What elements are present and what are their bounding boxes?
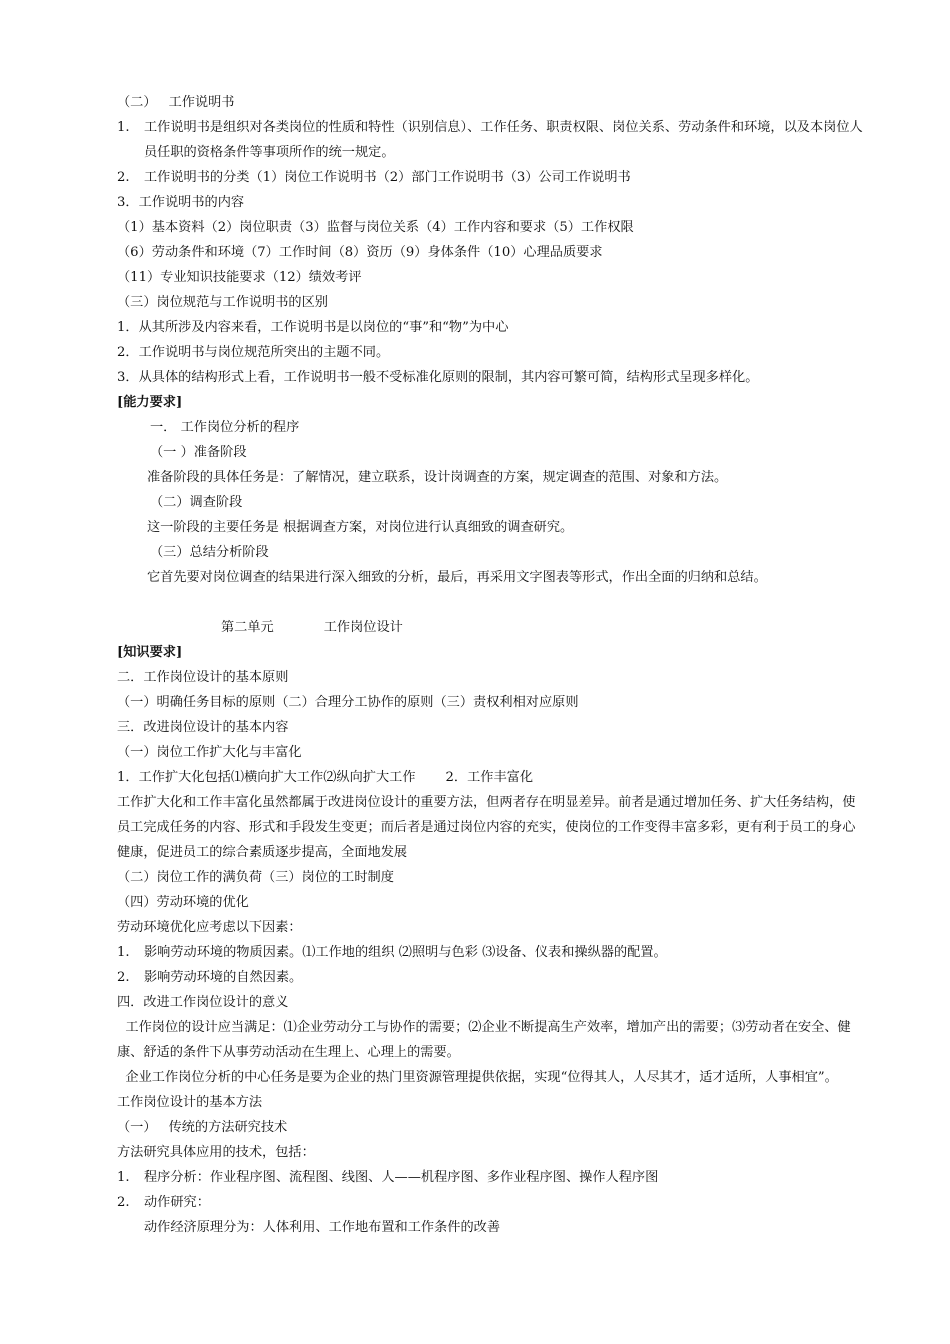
unit-name: 工作岗位设计 [323, 620, 403, 635]
paragraph: 工作扩大化和工作丰富化虽然都属于改进岗位设计的重要方法，但两者存在明显差异。前者是通过增加任务、扩大任务结构，使员工完成任务的内容、形式和手段发生变更；而后者是通过岗位内容的充实，使岗位的工作变得丰富多彩，更有利于员工的身心健康，促进员工的综合素质逐步提高，全面地发展 [117, 795, 856, 860]
list-item [117, 165, 867, 190]
document-body [117, 90, 867, 1240]
paragraph: （1）基本资料（2）岗位职责（3）监督与岗位关系（4）工作内容和要求（5）工作权限 [117, 220, 634, 235]
section-heading: （三）岗位规范与工作说明书的区别 [117, 295, 328, 310]
section-heading: 二．工作岗位设计的基本原则 [117, 670, 289, 685]
section-heading: 工作岗位设计的基本方法 [117, 1095, 263, 1110]
paragraph: （11）专业知识技能要求（12）绩效考评 [117, 270, 362, 285]
requirements-heading: [能力要求] [117, 395, 183, 410]
subsection-heading: （一）岗位工作扩大化与丰富化 [117, 745, 302, 760]
paragraph: 程序分析：作业程序图、流程图、线图、人——机程序图、多作业程序图、操作人程序图 [144, 1170, 659, 1185]
paragraph: 它首先要对岗位调查的结果进行深入细致的分析，最后，再采用文字图表等形式，作出全面的归纳和总结。 [147, 570, 767, 585]
list-item [117, 940, 867, 965]
list-item [117, 1190, 867, 1215]
paragraph: 影响劳动环境的自然因素。 [144, 970, 303, 985]
paragraph: 工作说明书的分类（1）岗位工作说明书（2）部门工作说明书（3）公司工作说明书 [144, 170, 631, 185]
paragraph: 工作岗位的设计应当满足：⑴企业劳动分工与协作的需要；⑵企业不断提高生产效率，增加产出的需要；⑶劳动者在安全、健康、舒适的条件下从事劳动活动在生理上、心理上的需要。 [117, 1020, 851, 1060]
paragraph: 3．工作说明书的内容 [117, 195, 245, 210]
section-title: 传统的方法研究技术 [168, 1120, 288, 1135]
section-number: （一） [117, 1120, 157, 1135]
section-number: （二） [117, 95, 157, 110]
subsection-heading: （二）岗位工作的满负荷（三）岗位的工时制度 [117, 870, 394, 885]
list-item [117, 115, 867, 165]
paragraph: 2．工作说明书与岗位规范所突出的主题不同。 [117, 345, 390, 360]
item-text: 1．工作扩大化包括⑴横向扩大工作⑵纵向扩大工作 [117, 770, 416, 785]
list-item [117, 965, 867, 990]
subsection-heading: （四）劳动环境的优化 [117, 895, 249, 910]
paragraph: 准备阶段的具体任务是：了解情况，建立联系，设计岗调查的方案，规定调查的范围、对象和方法。 [147, 470, 728, 485]
paragraph: 影响劳动环境的物质因素。⑴工作地的组织 ⑵照明与色彩 ⑶设备、仪表和操纵器的配置。 [144, 945, 667, 960]
subsection-heading: （三）总结分析阶段 [150, 545, 269, 560]
requirements-heading: [知识要求] [117, 645, 183, 660]
paragraph: （6）劳动条件和环境（7）工作时间（8）资历（9）身体条件（10）心理品质要求 [117, 245, 603, 260]
list-number: 1. [117, 120, 130, 135]
subsection-heading: （一 ）准备阶段 [150, 445, 247, 460]
section-heading: 三．改进岗位设计的基本内容 [117, 720, 289, 735]
section-title: 工作说明书 [168, 95, 235, 110]
paragraph: 1．从其所涉及内容来看，工作说明书是以岗位的“事”和“物”为中心 [117, 320, 509, 335]
item-text: 2．工作丰富化 [445, 770, 534, 785]
paragraph: 方法研究具体应用的技术，包括： [117, 1145, 315, 1160]
paragraph: 劳动环境优化应考虑以下因素： [117, 920, 302, 935]
unit-title [117, 615, 867, 640]
list-number: 1. [117, 1170, 130, 1185]
section-heading: 一． 工作岗位分析的程序 [150, 420, 300, 435]
paragraph: 动作经济原理分为：人体利用、工作地布置和工作条件的改善 [144, 1220, 501, 1235]
paragraph: 工作说明书是组织对各类岗位的性质和特性（识别信息）、工作任务、职责权限、岗位关系、劳动条件和环境，以及本岗位人员任职的资格条件等事项所作的统一规定。 [144, 120, 863, 160]
list-number: 2. [117, 1195, 130, 1210]
subsection-heading [117, 1115, 867, 1140]
paragraph: 动作研究： [144, 1195, 210, 1210]
paragraph: （一）明确任务目标的原则（二）合理分工协作的原则（三）责权利相对应原则 [117, 695, 579, 710]
section-heading [117, 90, 867, 115]
paragraph: 这一阶段的主要任务是 根据调查方案，对岗位进行认真细致的调查研究。 [147, 520, 574, 535]
list-item [117, 1165, 867, 1190]
paragraph [117, 765, 867, 790]
list-number: 2. [117, 170, 130, 185]
list-number: 1. [117, 945, 130, 960]
section-heading: 四．改进工作岗位设计的意义 [117, 995, 289, 1010]
paragraph: 企业工作岗位分析的中心任务是要为企业的热门里资源管理提供依据，实现“位得其人，人尽其才，适才适所，人事相宜”。 [117, 1070, 838, 1085]
paragraph: 3．从具体的结构形式上看，工作说明书一般不受标准化原则的限制，其内容可繁可简，结构形式呈现多样化。 [117, 370, 759, 385]
subsection-heading: （二）调查阶段 [150, 495, 243, 510]
unit-number: 第二单元 [221, 620, 274, 635]
list-number: 2. [117, 970, 130, 985]
